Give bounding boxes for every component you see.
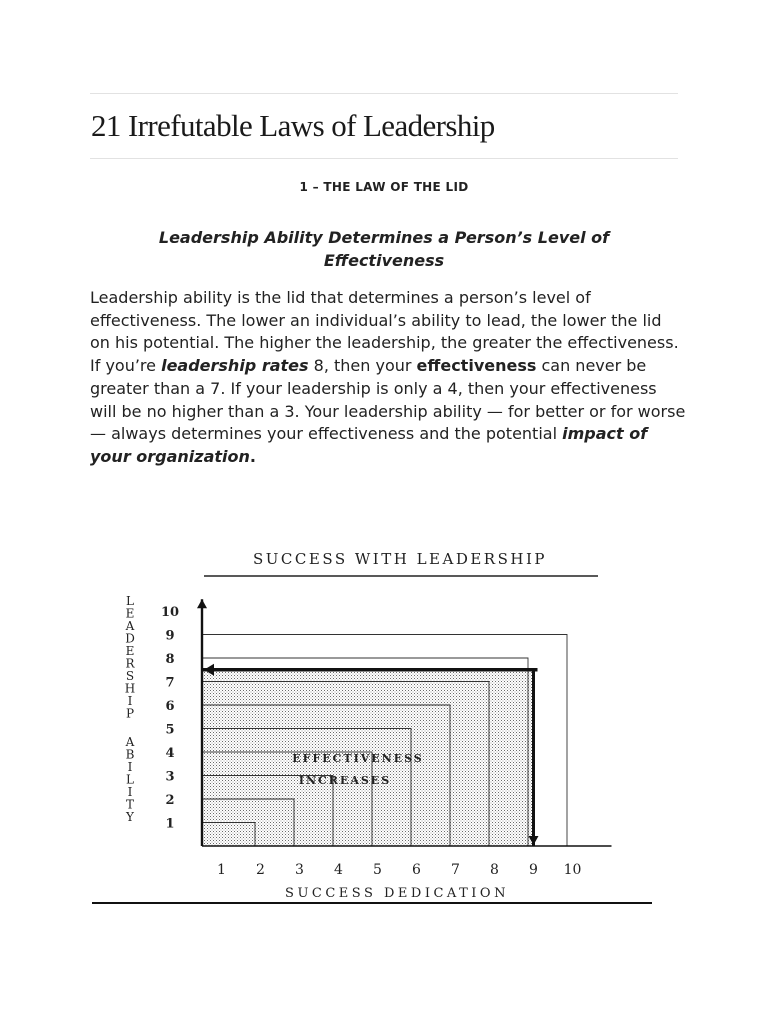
x-axis-label: SUCCESS DEDICATION [285, 886, 509, 901]
y-tick-label: 3 [165, 769, 175, 785]
annotation-line: INCREASES [298, 774, 392, 787]
x-tick-label: 7 [451, 862, 460, 878]
y-tick-label: 4 [165, 746, 175, 761]
emphasis-effectiveness: effectiveness [416, 356, 537, 376]
chart-title: SUCCESS WITH LEADERSHIP [253, 550, 547, 568]
x-tick-label: 5 [373, 862, 382, 878]
y-axis-label: L E A D E R S H I P A B I L I T Y [124, 594, 136, 824]
x-tick-label: 8 [490, 862, 499, 878]
y-tick-label: 6 [165, 699, 175, 714]
y-tick-label: 10 [160, 605, 180, 620]
emphasis-leadership-rates: leadership rates [161, 356, 309, 376]
x-tick-label: 9 [529, 862, 538, 878]
y-tick-label: 9 [165, 628, 175, 644]
paragraph-text: 8, then your [308, 356, 417, 376]
law-subtitle: Leadership Ability Determines a Person’s Level of Effectiveness [158, 228, 610, 270]
y-tick-label: 2 [165, 793, 175, 808]
y-tick-label: 1 [165, 816, 175, 832]
x-tick-label: 4 [334, 862, 343, 878]
law-heading: 1 – THE LAW OF THE LID [299, 180, 469, 194]
paragraph-text: Leadership ability is the lid that determines a person’s level of effectiveness. The lower an individual’s ability to lead, the lower the lid on his potential. The higher the leadership, the greater the effectiveness. If you’re [90, 288, 679, 376]
x-tick-label: 1 [217, 862, 226, 878]
y-axis-arrow [197, 599, 207, 608]
article-title: 21 Irrefutable Laws of Leadership [91, 108, 495, 143]
plot-area [161, 599, 612, 878]
y-tick-label: 5 [165, 722, 175, 738]
emphasis-impact: impact of your organization [90, 424, 648, 466]
x-tick-label: 2 [256, 862, 265, 878]
x-tick-label: 6 [412, 862, 421, 878]
paragraph-end: . [249, 446, 256, 466]
x-tick-label: 10 [563, 862, 582, 878]
x-tick-label: 3 [295, 862, 304, 878]
y-tick-label: 8 [165, 652, 175, 667]
annotation-line: EFFECTIVENESS [292, 752, 424, 765]
y-tick-label: 7 [165, 675, 175, 691]
paragraph-text: can never be greater than a 7. If your leadership is only a 4, then your effectiveness will be no higher than a 3. Your leadership ability — for better or for worse — always determines your effectiveness and the potential [90, 356, 686, 444]
